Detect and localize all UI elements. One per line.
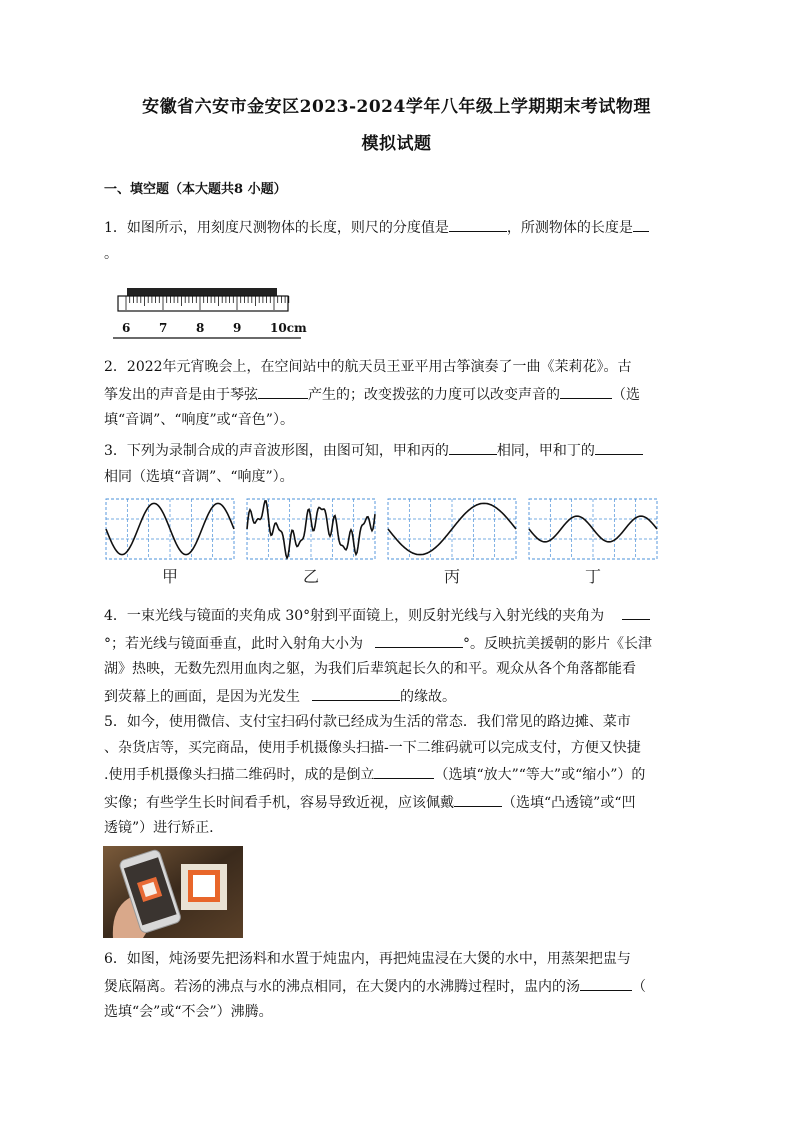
question-4: [104, 602, 690, 710]
wave-label: 丙: [443, 567, 461, 586]
question-5: [104, 710, 690, 842]
q3-text-a: 3．下列为录制合成的声音波形图，由图可知，甲和丙的: [104, 443, 449, 459]
q2-text-d: （选: [612, 386, 640, 403]
q4-text-a: 4．一束光线与镜面的夹角成 30°射到平面镜上，则反射光线与入射光线的夹角为: [104, 608, 605, 624]
phone-scan-photo: [103, 846, 243, 938]
q3-text-c: 相同（选填“音调”、“响度”）。: [104, 468, 294, 485]
title-line-2: 模拟试题: [361, 134, 432, 154]
q6-text-b: 煲底隔离。若汤的沸点与水的沸点相同，在大煲内的水沸腾过程时，盅内的汤: [104, 978, 580, 995]
q2-blank-2[interactable]: [560, 381, 612, 399]
q5-text-g: 透镜”）进行矫正.: [104, 820, 214, 836]
q4-text-b: °；若光线与镜面垂直，此时入射角大小为: [104, 635, 363, 652]
q4-blank-2[interactable]: [375, 630, 463, 648]
q3-blank-1[interactable]: [449, 437, 497, 455]
q6-text-a: 6．如图，炖汤要先把汤料和水置于炖盅内，再把炖盅浸在大煲的水中，用蒸架把盅与: [104, 951, 631, 967]
q4-text-d: 湖》热映，无数先烈用血肉之躯，为我们后辈筑起长久的和平。观众从各个角落都能看: [104, 661, 636, 677]
ruler-figure: [113, 283, 313, 343]
ruler-label: 9: [233, 321, 242, 335]
question-1: [104, 214, 690, 267]
title-line-1: 安徽省六安市金安区2023-2024学年八年级上学期期末考试物理: [142, 97, 651, 117]
q2-text-c: 产生的；改变拨弦的力度可以改变声音的: [308, 386, 560, 403]
wave-bing: [388, 499, 516, 586]
q2-text-a: 2．2022年元宵晚会上，在空间站中的航天员王亚平用古筝演奏了一曲《茉莉花》。古: [104, 359, 632, 375]
q5-blank-1[interactable]: [374, 761, 434, 779]
q6-text-d: 选填“会”或“不会”）沸腾。: [104, 1004, 273, 1020]
q2-blank-1[interactable]: [258, 381, 308, 399]
section-heading: 一、填空题（本大题共8 小题）: [104, 182, 287, 197]
q4-text-c: °。反映抗美援朝的影片《长津: [463, 635, 652, 652]
wave-label: 甲: [161, 567, 179, 586]
q6-blank-1[interactable]: [580, 973, 632, 991]
q2-text-e: 填“音调”、“响度”或“音色”）。: [104, 412, 294, 428]
q3-blank-2[interactable]: [595, 437, 643, 455]
question-3: [104, 437, 690, 490]
ruler-label: 10cm: [270, 321, 307, 335]
wave-jia: [106, 499, 234, 586]
wave-yi: [247, 499, 375, 586]
question-6: [104, 947, 690, 1026]
q5-text-a: 5．如今，使用微信、支付宝扫码付款已经成为生活的常态．我们常见的路边摊、菜市: [104, 714, 631, 730]
q5-blank-2[interactable]: [454, 789, 502, 807]
wave-ding: [529, 499, 657, 586]
wave-label: 丁: [584, 567, 602, 586]
q4-text-f: 的缘故。: [400, 688, 456, 705]
q4-blank-3[interactable]: [312, 683, 400, 701]
q1-blank-2[interactable]: [633, 214, 649, 232]
q4-text-e: 到荧幕上的画面，是因为光发生: [104, 688, 300, 705]
q1-text-c: 。: [104, 245, 118, 262]
q1-blank-1[interactable]: [449, 214, 507, 232]
q2-text-b: 筝发出的声音是由于琴弦: [104, 386, 258, 403]
ruler-label: 8: [196, 321, 205, 335]
q3-text-b: 相同，甲和丁的: [496, 443, 595, 459]
ruler-label: 7: [159, 321, 168, 335]
q1-text-a: 1．如图所示，用刻度尺测物体的长度，则尺的分度值是: [104, 220, 449, 236]
waveform-figure: [104, 497, 664, 589]
q6-text-c: （: [632, 978, 646, 995]
q1-text-b: ，所测物体的长度是: [506, 220, 633, 236]
q5-text-f: （选填“凸透镜”或“凹: [502, 794, 636, 811]
q5-text-d: （选填“放大”“等大”或“缩小”）的: [434, 767, 646, 783]
wave-label: 乙: [302, 567, 320, 586]
question-2: [104, 355, 690, 434]
q5-text-c: .使用手机摄像头扫描二维码时，成的是倒立: [104, 767, 375, 783]
ruler-label: 6: [122, 321, 131, 335]
q5-text-e: 实像；有些学生长时间看手机，容易导致近视，应该佩戴: [104, 794, 454, 811]
q4-blank-1[interactable]: [622, 602, 650, 620]
q5-text-b: 、杂货店等，买完商品，使用手机摄像头扫描-一下二维码就可以完成支付，方便又快捷: [104, 739, 641, 756]
